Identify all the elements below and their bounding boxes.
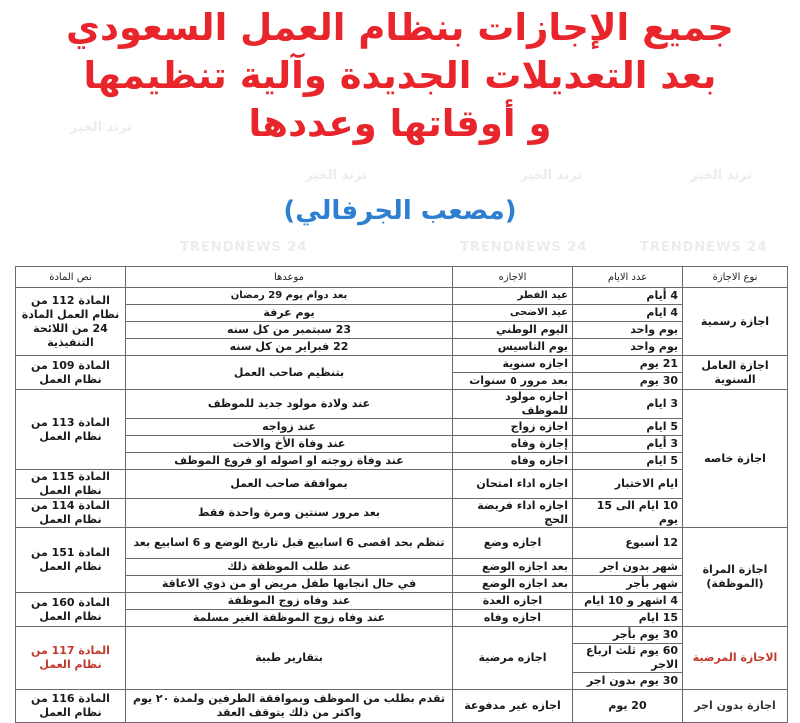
time-cell: عند زواجه <box>126 419 453 436</box>
article-unpaid: المادة 116 من نظام العمل <box>16 690 126 723</box>
time-cell: 23 سبتمبر من كل سنه <box>126 322 453 339</box>
time-cell: عند وفاة زوجته او اصوله او فروع الموظف <box>126 453 453 470</box>
leave-name-cell: بعد اجازه الوضع <box>453 576 573 593</box>
time-cell: بموافقة صاحب العمل <box>126 470 453 499</box>
header-time: موعدها <box>126 267 453 288</box>
leave-type-sick: الاجازة المرضية <box>683 627 788 690</box>
leave-name-cell: اجازه غير مدفوعة <box>453 690 573 723</box>
leave-name-cell: اجازه اداء امتحان <box>453 470 573 499</box>
days-cell: 4 أيام <box>573 288 683 305</box>
watermark-text: ترند الخبر <box>690 168 752 183</box>
table-row <box>16 690 788 723</box>
watermark-text: TRENDNEWS 24 <box>640 240 768 255</box>
days-cell: يوم واحد <box>573 322 683 339</box>
leave-name-cell: اليوم الوطني <box>453 322 573 339</box>
days-cell: 30 يوم <box>573 373 683 390</box>
days-cell: ايام الاختبار <box>573 470 683 499</box>
article-annual: المادة 109 من نظام العمل <box>16 356 126 390</box>
table-row <box>16 470 788 499</box>
author-name: (مصعب الجرفالي) <box>283 196 517 226</box>
leave-type-official: اجازة رسمية <box>683 288 788 356</box>
days-cell: شهر بدون اجر <box>573 559 683 576</box>
time-cell: بعد دوام يوم 29 رمضان <box>126 288 453 305</box>
time-cell: عند ولادة مولود جديد للموظف <box>126 390 453 419</box>
article-woman-151: المادة 151 من نظام العمل <box>16 528 126 593</box>
days-cell: 3 ايام <box>573 390 683 419</box>
article-sick: المادة 117 من نظام العمل <box>16 627 126 690</box>
days-cell: 4 اشهر و 10 ايام <box>573 593 683 610</box>
table-row <box>16 593 788 610</box>
watermark-text: ترند الخبر <box>70 120 132 135</box>
watermark-text: TRENDNEWS 24 <box>460 240 588 255</box>
days-cell: 21 يوم <box>573 356 683 373</box>
leave-name-sick: اجازه مرضية <box>453 627 573 690</box>
watermark-text: TRENDNEWS 24 <box>180 240 308 255</box>
leave-name-cell: إجازة وفاه <box>453 436 573 453</box>
days-cell: شهر بأجر <box>573 576 683 593</box>
article-special-113: المادة 113 من نظام العمل <box>16 390 126 470</box>
leave-type-annual: اجازة العامل السنوية <box>683 356 788 390</box>
table-row <box>16 610 788 627</box>
page-title-line-2: بعد التعديلات الجديدة وآلية تنظيمها <box>83 54 717 97</box>
page-title-line-3: و أوقاتها وعددها <box>248 102 552 145</box>
days-cell: 30 يوم بأجر <box>573 627 683 644</box>
leave-name-cell: اجازه وفاه <box>453 453 573 470</box>
time-cell: تنظم بحد اقصى 6 اسابيع قبل تاريخ الوضع و 6 اسابيع بعد <box>126 528 453 559</box>
table-row <box>16 419 788 436</box>
table-row <box>16 576 788 593</box>
header-days: عدد الايام <box>573 267 683 288</box>
time-cell: عند وفاه زوج الموظفة الغير مسلمة <box>126 610 453 627</box>
time-cell: في حال انجابها طفل مريض او من ذوي الاعاقة <box>126 576 453 593</box>
days-cell: 5 ايام <box>573 453 683 470</box>
leave-name-cell: يوم التاسيس <box>453 339 573 356</box>
days-cell: 3 أيام <box>573 436 683 453</box>
days-cell: 30 يوم بدون اجر <box>573 673 683 690</box>
days-cell: 10 ايام الى 15 يوم <box>573 499 683 528</box>
leave-type-woman: اجازة المراة (الموظفة) <box>683 528 788 627</box>
time-cell: عند وفاة الأخ والاخت <box>126 436 453 453</box>
time-cell: يوم عرفة <box>126 305 453 322</box>
table-row <box>16 559 788 576</box>
table-row <box>16 436 788 453</box>
leave-type-special: اجازة خاصه <box>683 390 788 528</box>
time-cell: عند وفاه زوج الموظفة <box>126 593 453 610</box>
leave-name-cell: عيد الاضحى <box>453 305 573 322</box>
table-header-row <box>16 267 788 288</box>
leave-name-cell: اجازه العدة <box>453 593 573 610</box>
watermark-text: ترند الخبر <box>305 168 367 183</box>
time-cell: تقدم بطلب من الموظف وبموافقة الطرفين ولمدة ٢٠ يوم واكثر من ذلك يتوقف العقد <box>126 690 453 723</box>
table-row <box>16 627 788 644</box>
time-cell: 22 فبراير من كل سنه <box>126 339 453 356</box>
time-cell: بعد مرور سنتين ومرة واحدة فقط <box>126 499 453 528</box>
table-row <box>16 356 788 373</box>
watermark-text: ترند الخبر <box>520 168 582 183</box>
header-article: نص المادة <box>16 267 126 288</box>
days-cell: 20 يوم <box>573 690 683 723</box>
days-cell: 12 أسبوع <box>573 528 683 559</box>
table-row <box>16 322 788 339</box>
leave-name-cell: اجازه اداء فريضة الحج <box>453 499 573 528</box>
time-cell-annual: بتنظيم صاحب العمل <box>126 356 453 390</box>
table-row <box>16 305 788 322</box>
header-name: الاجازه <box>453 267 573 288</box>
article-official: المادة 112 من نظام العمل المادة 24 من اللائحة التنفيذية <box>16 288 126 356</box>
table-row <box>16 453 788 470</box>
leave-name-cell: اجازه سنوية <box>453 356 573 373</box>
header-type: نوع الاجازة <box>683 267 788 288</box>
article-woman-160: المادة 160 من نظام العمل <box>16 593 126 627</box>
page-title-line-1: جميع الإجازات بنظام العمل السعودي <box>66 6 734 49</box>
days-cell: يوم واحد <box>573 339 683 356</box>
article-special-114: المادة 114 من نظام العمل <box>16 499 126 528</box>
days-cell: 60 يوم ثلث ارباع الاجر <box>573 644 683 673</box>
table-row <box>16 339 788 356</box>
leave-name-cell: اجازه وضع <box>453 528 573 559</box>
days-cell: 4 ايام <box>573 305 683 322</box>
table-row <box>16 528 788 559</box>
days-cell: 5 ايام <box>573 419 683 436</box>
days-cell: 15 ايام <box>573 610 683 627</box>
leave-name-cell: اجازه زواج <box>453 419 573 436</box>
leave-name-cell: اجازه مولود للموظف <box>453 390 573 419</box>
leave-name-cell: بعد مرور ٥ سنوات <box>453 373 573 390</box>
leave-name-cell: عيد الفطر <box>453 288 573 305</box>
table-row <box>16 390 788 419</box>
time-cell: عند طلب الموظفة ذلك <box>126 559 453 576</box>
leave-name-cell: اجازه وفاه <box>453 610 573 627</box>
leave-type-unpaid: اجازة بدون اجر <box>683 690 788 723</box>
leaves-table <box>15 266 788 723</box>
article-special-115: المادة 115 من نظام العمل <box>16 470 126 499</box>
time-cell-sick: بتقارير طبية <box>126 627 453 690</box>
table-row <box>16 499 788 528</box>
table-row <box>16 288 788 305</box>
leave-name-cell: بعد اجازه الوضع <box>453 559 573 576</box>
